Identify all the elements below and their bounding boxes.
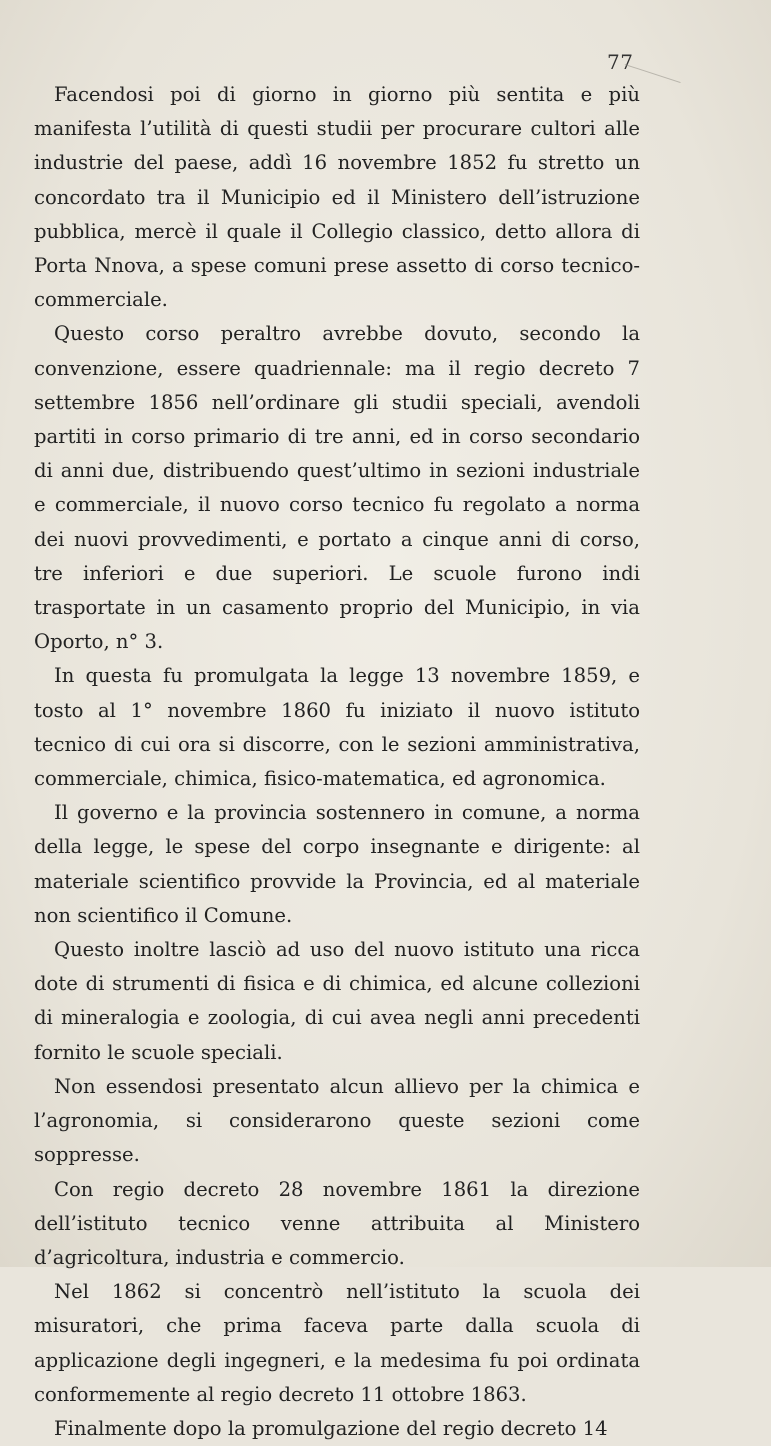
page-number: 77: [607, 50, 634, 74]
paragraph-9: Finalmente dopo la promulgazione del regio decreto 14: [54, 1416, 608, 1440]
paragraph-3: In questa fu promulgata la legge 13 novembre 1859, e tosto al 1° novembre 1860 fu iniziato il nuovo istituto tecnico di cui ora si discorre, con le sezioni amministrativa, commerciale, chimica, fisico-matematica, ed agronomica.: [34, 664, 640, 791]
paragraph-4: Il governo e la provincia sostennero in comune, a norma della legge, le spese del corpo insegnante e dirigente: al materiale scientifico provvide la Provincia, ed al materiale non scientifico il Comune.: [34, 801, 640, 927]
body-text: [34, 78, 640, 1446]
paragraph-5: Questo inoltre lasciò ad uso del nuovo istituto una ricca dote di strumenti di fisica e di chimica, ed alcune collezioni di mineralogia e zoologia, di cui avea negli anni precedenti fornito le scuole speciali.: [34, 938, 640, 1064]
paragraph-7: Con regio decreto 28 novembre 1861 la direzione dell’istituto tecnico venne attribuita al Ministero d’agricoltura, industria e commercio.: [34, 1177, 640, 1269]
paragraph-6: Non essendosi presentato alcun allievo per la chimica e l’agronomia, si considerarono queste sezioni come soppresse.: [34, 1074, 640, 1167]
paragraph-8: Nel 1862 si concentrò nell’istituto la scuola dei misuratori, che prima faceva parte dalla scuola di applicazione degli ingegneri, e la medesima fu poi ordinata conformemente al regio decreto 11 ottobre 1863.: [34, 1280, 640, 1406]
paragraph-1: Facendosi poi di giorno in giorno più sentita e più manifesta l’utilità di questi studii per procurare cultori alle industrie del paese, addì 16 novembre 1852 fu stretto un concordato tra il Municipio ed il Ministero dell’istruzione pubblica, mercè il quale il Collegio classico, detto allora di Porta Nnova, a spese comuni prese assetto di corso tecnico-commerciale.: [34, 83, 640, 312]
paragraph-2: Questo corso peraltro avrebbe dovuto, secondo la convenzione, essere quadriennale: ma il regio decreto 7 settembre 1856 nell’ordinare gli studii speciali, avendoli partiti in corso primario di tre anni, ed in corso secondario di anni due, distribuendo quest’ultimo in sezioni industriale e commerciale, il nuovo corso tecnico fu regolato a norma dei nuovi provvedimenti, e portato a cinque anni di corso, tre inferiori e due superiori. Le scuole furono indi trasportate in un casamento proprio del Municipio, in via Oporto, n° 3.: [34, 322, 640, 654]
